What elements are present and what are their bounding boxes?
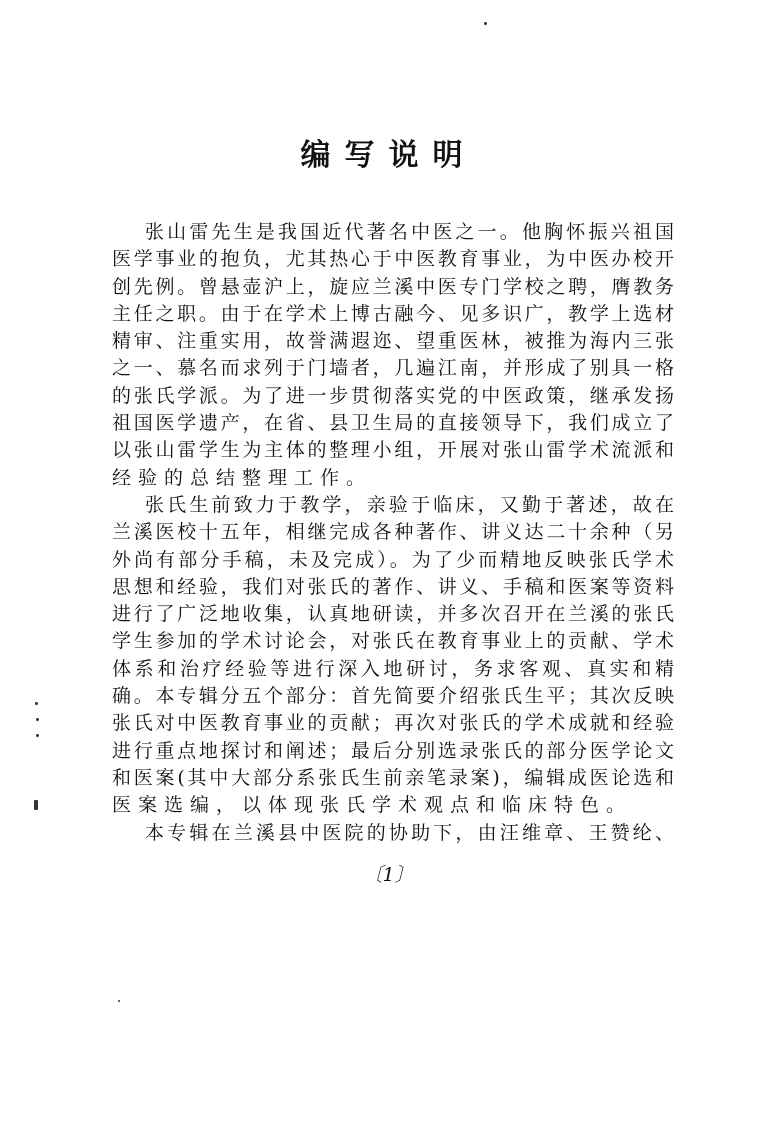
paragraph-2	[112, 492, 674, 820]
text-line: 和医案(其中大部分系张氏生前亲笔录案)，编辑成医论选和	[112, 766, 674, 789]
text-line: 的张氏学派。为了进一步贯彻落实党的中医政策，继承发扬	[112, 384, 674, 407]
text-line: 兰溪医校十五年，相继完成各种著作、讲义达二十余种（另	[112, 521, 674, 544]
document-body	[112, 219, 674, 847]
scan-speck	[118, 1000, 120, 1002]
scan-speck	[36, 718, 39, 721]
page-number: 〔1〕	[363, 864, 414, 886]
text-line: 思想和经验，我们对张氏的著作、讲义、手稿和医案等资料	[112, 575, 674, 598]
text-line: 张氏生前致力于教学，亲验于临床，又勤于著述，故在	[145, 493, 674, 516]
text-line: 本专辑在兰溪县中医院的协助下，由汪维章、王赞纶、	[145, 821, 674, 844]
text-line: 医案选编，以体现张氏学术观点和临床特色。	[112, 794, 633, 817]
text-line: 外尚有部分手稿，未及完成）。为了少而精地反映张氏学术	[112, 548, 674, 571]
text-line: 经验的总结整理工作。	[112, 466, 373, 489]
text-line: 之一、慕名而求列于门墙者，几遍江南，并形成了别具一格	[112, 357, 674, 380]
paragraph-1	[112, 219, 674, 492]
text-line: 精审、注重实用，故誉满遐迩、望重医林，被推为海内三张	[112, 330, 674, 353]
text-line: 进行了广泛地收集，认真地研读，并多次召开在兰溪的张氏	[112, 603, 674, 626]
text-line: 确。本专辑分五个部分：首先简要介绍张氏生平；其次反映	[112, 685, 674, 708]
text-line: 进行重点地探讨和阐述；最后分别选录张氏的部分医学论文	[112, 739, 674, 762]
text-line: 张氏对中医教育事业的贡献；再次对张氏的学术成就和经验	[112, 712, 674, 735]
text-line: 祖国医学遗产，在省、县卫生局的直接领导下，我们成立了	[112, 412, 674, 435]
text-line: 学生参加的学术讨论会，对张氏在教育事业上的贡献、学术	[112, 630, 674, 653]
text-line: 以张山雷学生为主体的整理小组，开展对张山雷学术流派和	[112, 439, 674, 462]
text-line: 创先例。曾悬壶沪上，旋应兰溪中医专门学校之聘，膺教务	[112, 275, 674, 298]
text-line: 体系和治疗经验等进行深入地研讨，务求客观、真实和精	[112, 657, 674, 680]
text-line: 医学事业的抱负，尤其热心于中医教育事业，为中医办校开	[112, 248, 674, 271]
text-line: 张山雷先生是我国近代著名中医之一。他胸怀振兴祖国	[145, 221, 674, 243]
scan-speck	[36, 734, 39, 737]
text-line: 主任之职。由于在学术上博古融今、见多识广，教学上选材	[112, 302, 674, 325]
page-title: 编写说明	[300, 138, 477, 173]
scan-speck	[34, 800, 38, 810]
scan-speck	[35, 702, 38, 705]
scan-speck	[484, 22, 487, 25]
paragraph-3	[112, 820, 674, 847]
